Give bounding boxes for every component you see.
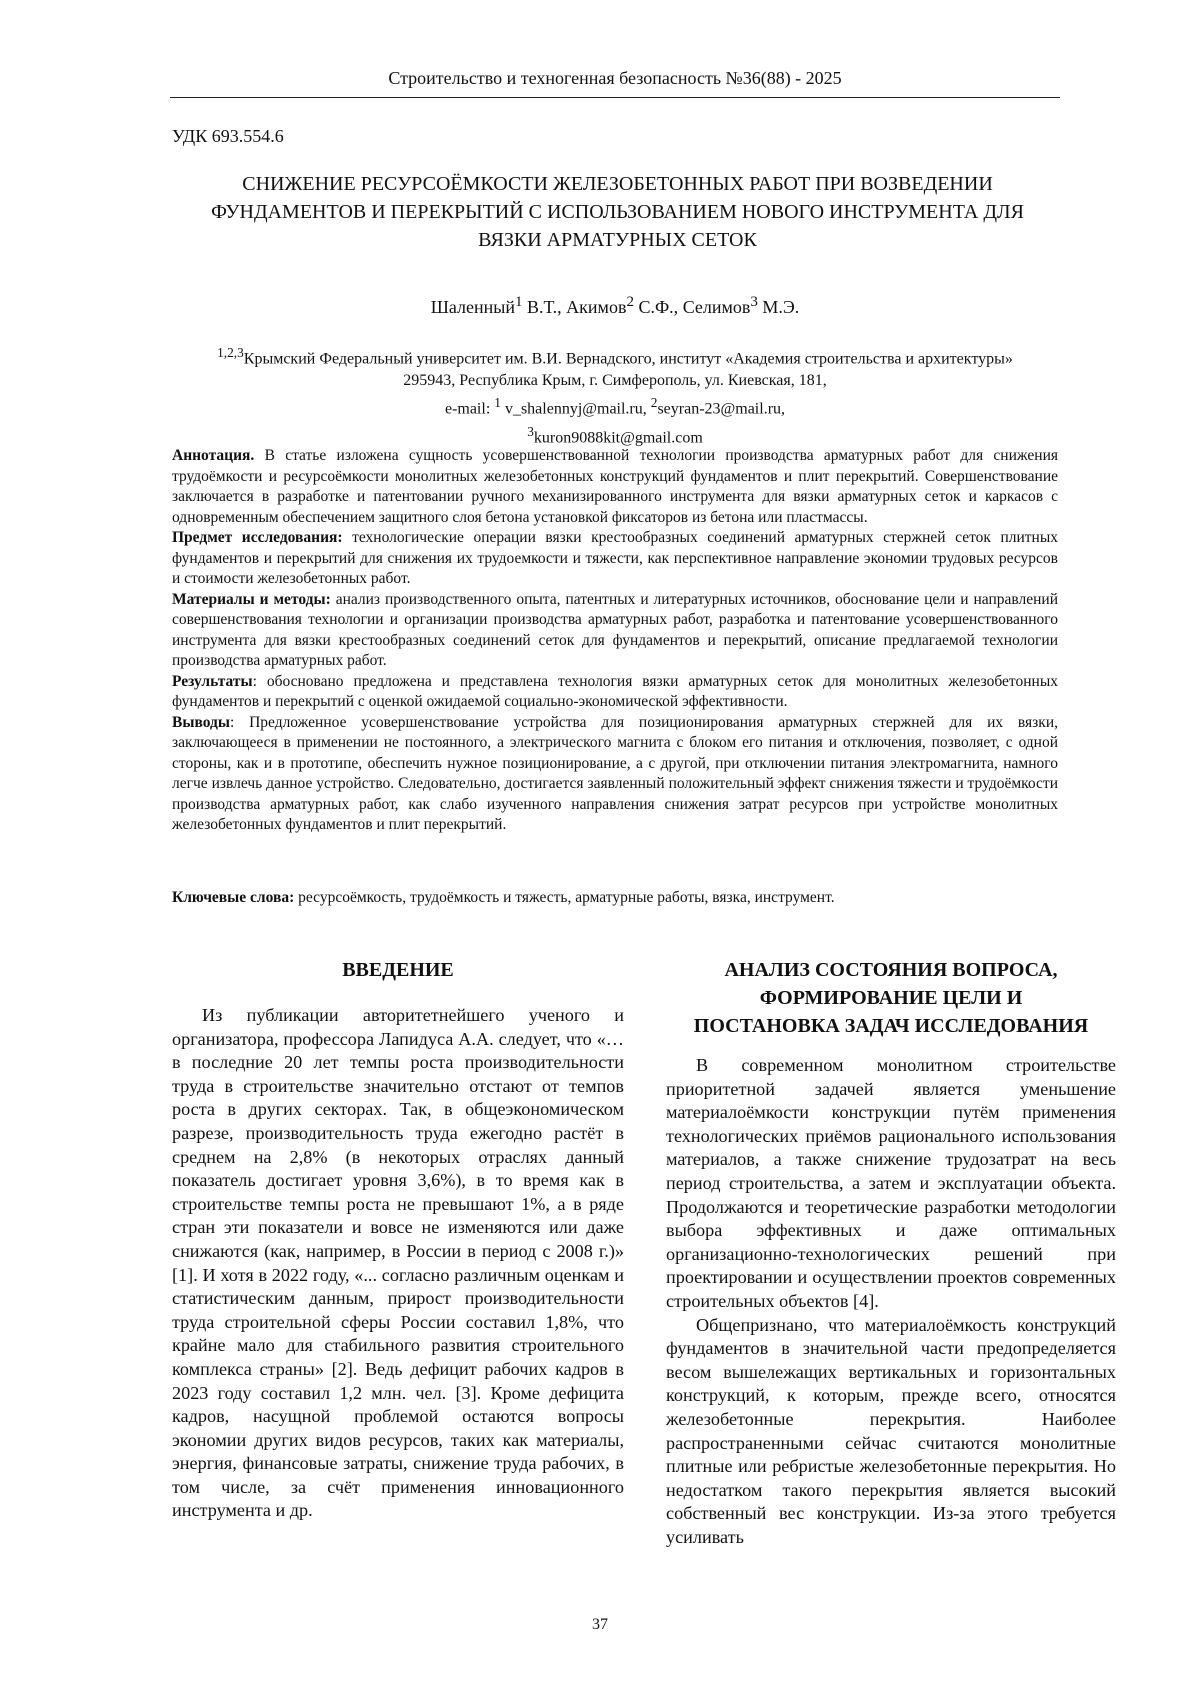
intro-paragraph: Из публикации авторитетнейшего ученого и организатора, профессора Лапидуса А.А. следует, что «… в последние 20 лет темпы роста производительности труда в строительстве значительно отстают от темпов роста в других секторах. Так, в общеэкономическом разрезе, производительность труда ежегодно растёт в среднем на 2,8% (в некоторых отраслях данный показатель достигает уровня 3,6%), в то время как в строительстве темпы роста не превышают 1%, а в ряде стран эти показатели и вовсе не изменяются или даже снижаются (как, например, в России в период с 2008 г.)» [1]. И хотя в 2022 году, «... согласно различным оценкам и статистическим данным, прирост производительности труда строительной сферы России составил 1,8%, что крайне мало для стабильного развития строительного комплекса страны» [2]. Ведь дефицит рабочих кадров в 2023 году составил 1,2 млн. чел. [3]. Кроме дефицита кадров, насущной проблемой остаются вопросы экономии других видов ресурсов, таких как материалы, энергия, финансовые затраты, снижение труда рабочих, в том числе, за счёт применения инновационного инструмента и др. <box>172 1005 624 1521</box>
affiliation-emails <box>170 392 1060 420</box>
methods-paragraph <box>172 590 1058 672</box>
email-1-sup: 1 <box>494 395 501 411</box>
affiliation <box>170 342 1060 449</box>
conclusions-text: : Предложенное усовершенствование устройства для позиционирования арматурных стержней для их вязки, заключающееся в применении не постоянного, а электрического магнита с блоком его питания и отключения, позволяет, с одной стороны, как и в прототипе, обеспечить нужное позиционирование, а с другой, при отключении питания электромагнита, намного легче извлечь данное устройство. Следовательно, достигается заявленный положительный эффект снижения тяжести и трудоёмкости производства арматурных работ, как слабо изученного направления снижения затрат ресурсов при устройстве монолитных железобетонных фундаментов и плит перекрытий. <box>172 713 1058 833</box>
affiliation-line-1 <box>170 342 1060 370</box>
analysis-heading-line-3: ПОСТАНОВКА ЗАДАЧ ИССЛЕДОВАНИЯ <box>693 1015 1089 1037</box>
keywords <box>172 888 1058 908</box>
analysis-heading-line-1: АНАЛИЗ СОСТОЯНИЯ ВОПРОСА, <box>724 959 1058 981</box>
email-3-sup: 3 <box>527 423 534 439</box>
page-number: 37 <box>592 1616 608 1633</box>
keywords-text: ресурсоёмкость, трудоёмкость и тяжесть, арматурные работы, вязка, инструмент. <box>294 889 835 906</box>
annotation-label: Аннотация. <box>172 447 255 464</box>
email-2-sup: 2 <box>650 395 658 411</box>
intro-heading: ВВЕДЕНИЕ <box>342 959 454 981</box>
author-1-initials: В.Т., <box>522 297 567 317</box>
left-column <box>172 956 624 1523</box>
subject-text: технологические операции вязки крестообразных соединений арматурных стержней сеток плитных фундаментов и перекрытий для снижения их трудоемкости и тяжести, как перспективное направление экономии трудовых ресурсов и стоимости железобетонных работ. <box>172 529 1059 587</box>
analysis-heading-line-2: ФОРМИРОВАНИЕ ЦЕЛИ И <box>759 987 1023 1009</box>
title-line-2: ФУНДАМЕНТОВ И ПЕРЕКРЫТИЙ С ИСПОЛЬЗОВАНИЕМ НОВОГО ИНСТРУМЕНТА ДЛЯ <box>211 201 1024 223</box>
udc-code: УДК 693.554.6 <box>172 126 284 146</box>
analysis-paragraph-1: В современном монолитном строительстве приоритетной задачей является уменьшение материалоёмкости конструкции путём применения технологических приёмов рационального использования материалов, а также снижение трудозатрат на весь период строительства, а затем и эксплуатации объекта. Продолжаются и теоретические разработки методологии выбора эффективных и даже оптимальных организационно-технологических решений при проектировании и осуществлении проектов современных строительных объектов [4]. <box>666 1055 1116 1311</box>
subject-paragraph <box>172 528 1058 590</box>
author-3-initials: М.Э. <box>757 297 800 317</box>
keywords-label: Ключевые слова: <box>172 889 295 906</box>
email-1[interactable]: v_shalennyj@mail.ru, <box>500 400 651 418</box>
subject-label: Предмет исследования: <box>172 529 343 546</box>
results-text: : обосновано предложена и представлена технология вязки арматурных сеток для монолитных железобетонных фундаментов и перекрытий с оценкой ожидаемой социально-экономической эффективности. <box>172 672 1058 710</box>
author-1-sup: 1 <box>514 294 523 310</box>
author-3-sup: 3 <box>750 294 758 310</box>
title-line-1: СНИЖЕНИЕ РЕСУРСОЁМКОСТИ ЖЕЛЕЗОБЕТОННЫХ РАБОТ ПРИ ВОЗВЕДЕНИИ <box>242 173 993 195</box>
author-2-sup: 2 <box>626 294 634 310</box>
email-3[interactable]: kuron9088kit@gmail.com <box>533 428 703 446</box>
running-header: Строительство и техногенная безопасность №36(88) - 2025 <box>170 68 1060 98</box>
conclusions-label: Выводы <box>172 713 230 731</box>
annotation-text: В статье изложена сущность усовершенствованной технологии производства арматурных работ для снижения трудоёмкости и ресурсоёмкости монолитных железобетонных конструкций фундаментов и плит перекрытий. Совершенствование заключается в разработке и патентовании ручного механизированного инструмента для вязки арматурных сеток и каркасов с одновременным обеспечением защитного слоя бетона установкой фиксаторов из бетона или пластмассы. <box>172 447 1058 526</box>
author-1-name: Шаленный <box>430 297 515 317</box>
affiliation-email-3-line <box>170 421 1060 449</box>
author-2-name: Акимов <box>566 297 627 317</box>
author-3-name: Селимов <box>682 297 751 317</box>
title-line-3: ВЯЗКИ АРМАТУРНЫХ СЕТОК <box>478 229 757 251</box>
conclusions-paragraph <box>172 713 1058 836</box>
analysis-paragraph-2: Общепризнано, что материалоёмкость конструкций фундаментов в значительной части предопределяется весом вышележащих вертикальных и горизонтальных конструкций, к которым, прежде всего, относятся железобетонные перекрытия. Наиболее распространенными сейчас считаются монолитные плитные или ребристые железобетонные перекрытия. Но недостатком такого перекрытия является высокий собственный вес конструкции. Из-за этого требуется усиливать <box>666 1314 1116 1547</box>
email-prefix: e-mail: <box>444 400 495 418</box>
methods-text: анализ производственного опыта, патентных и литературных источников, обоснование цели и направлений совершенствования технологии и организации производства арматурных работ, разработка и патентование усовершенствованного инструмента для вязки крестообразных соединений сеток для фундаментов и перекрытий, описание предлагаемой технологии производства арматурных работ. <box>172 590 1058 669</box>
author-2-initials: С.Ф., <box>633 297 683 317</box>
right-column <box>666 956 1116 1549</box>
methods-label: Материалы и методы: <box>172 590 331 608</box>
results-paragraph <box>172 672 1058 713</box>
affiliation-address: 295943, Республика Крым, г. Симферополь, ул. Киевская, 181, <box>403 372 827 390</box>
results-label: Результаты <box>172 672 253 690</box>
article-title <box>175 170 1060 254</box>
affiliation-institution: Крымский Федеральный университет им. В.И. Вернадского, институт «Академия строительства и архитектуры» <box>243 350 1013 368</box>
annotation-paragraph <box>172 446 1058 528</box>
abstract-block <box>172 446 1058 836</box>
authors-line <box>170 294 1060 318</box>
email-2[interactable]: seyran-23@mail.ru, <box>657 400 786 418</box>
affiliation-sup: 1,2,3 <box>217 345 244 360</box>
analysis-heading <box>666 956 1116 1040</box>
